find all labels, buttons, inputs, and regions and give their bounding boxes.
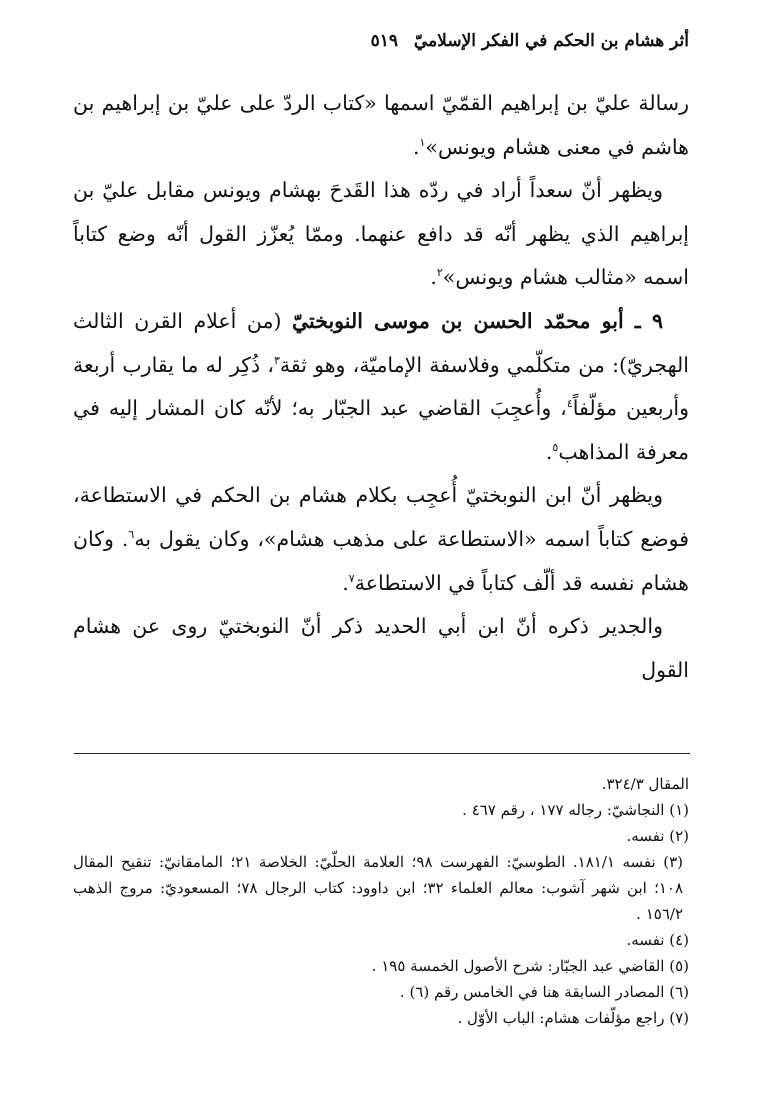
footnote-4: (٤) نفسه.	[626, 931, 689, 949]
paragraph-1-end: .	[412, 134, 420, 159]
footnote-ref-2: ٢	[436, 266, 443, 280]
footnote-ref-1: ١	[419, 135, 426, 149]
running-title: أثر هشام بن الحكم في الفكر الإسلاميّ	[413, 31, 689, 51]
paragraph-5	[73, 605, 689, 692]
paragraph-3-text-a: (من أعلام القرن الثالث الهجريّ): من متكلّمي وفلاسفة الإماميّة، وهو ثقة	[73, 308, 689, 377]
footnote-5: (٥) القاضي عبد الجبّار: شرح الأصول الخمسة ١٩٥ .	[371, 957, 689, 975]
running-header	[69, 30, 689, 52]
main-text	[73, 82, 689, 692]
footnote-6: (٦) المصادر السابقة هنا في الخامس رقم (٦) .	[399, 983, 689, 1001]
footnote-carry: المقال ٣٢٤/٣.	[601, 775, 689, 793]
footnote-ref-7: ٧	[348, 571, 355, 585]
footnotes	[73, 771, 689, 1031]
footnote-ref-6: ٦	[128, 528, 135, 542]
footnote-7: (٧) راجع مؤلّفات هشام: الباب الأوّل .	[457, 1009, 689, 1027]
paragraph-3	[73, 300, 689, 474]
paragraph-3-end: .	[545, 439, 553, 464]
footnote-1: (١) النجاشيّ: رجاله ١٧٧ ، رقم ٤٦٧ .	[462, 801, 689, 819]
paragraph-3-text-c: ، وأُعجِبَ القاضي عبد الجبّار به؛ لأنّه كان المشار إليه في معرفة المذاهب	[73, 396, 689, 464]
paragraph-4-text-a: ويظهر أنّ ابن النوبختيّ أُعجِب بكلام هشام بن الحكم في الاستطاعة، فوضع كتاباً اسمه «الاستطاعة على مذهب هشام»، وكان يقول به	[73, 483, 689, 551]
paragraph-2	[73, 169, 689, 300]
paragraph-4-text-b: . وكان هشام نفسه قد ألّف كتاباً في الاستطاعة	[73, 526, 689, 595]
paragraph-1	[73, 82, 689, 169]
page-number: ٥١٩	[370, 31, 398, 51]
paragraph-4-end: .	[342, 570, 349, 595]
entry-heading: ٩ ـ أبو محمّد الحسن بن موسى النوبختيّ	[291, 308, 663, 333]
paragraph-1-text: رسالة عليّ بن إبراهيم القمّيّ اسمها «كتاب الردّ على عليّ بن إبراهيم بن هاشم في معنى هشام ويونس»	[73, 91, 689, 159]
paragraph-2-text: ويظهر أنّ سعداً أراد في ردّه هذا القَدحَ بهشام ويونس مقابل عليّ بن إبراهيم الذي يظهر أنّه قد دافع عنهما. وممّا يُعزّز القول أنّه وضع كتاباً اسمه «مثالب هشام ويونس»	[73, 178, 689, 290]
footnote-ref-5: ٥	[552, 440, 559, 454]
paragraph-3-text-b: ، ذُكِر له ما يقارب أربعة وأربعين مؤلّفاً	[73, 352, 689, 421]
paragraph-2-end: .	[430, 265, 437, 290]
footnote-3: (٣) نفسه ١٨١/١. الطوسيّ: الفهرست ٩٨؛ العلامة الحلّيّ: الخلاصة ٢١؛ المامقانيّ: تنقيح المقال ١٠٨؛ ابن شهر آشوب: معالم العلماء ٣٢؛ ابن داوود: كتاب الرجال ٧٨؛ المسعوديّ: مروج الذهب ١٥٦/٢ .	[73, 853, 684, 923]
paragraph-5-text: والجدير ذكره أنّ ابن أبي الحديد ذكر أنّ النوبختيّ روى عن هشام القول	[73, 614, 689, 682]
paragraph-4	[73, 474, 689, 605]
footnote-ref-4: ٤	[566, 397, 573, 411]
footnote-2: (٢) نفسه.	[626, 827, 689, 845]
footnote-ref-3: ٣	[273, 353, 280, 367]
footnote-divider	[74, 753, 690, 754]
